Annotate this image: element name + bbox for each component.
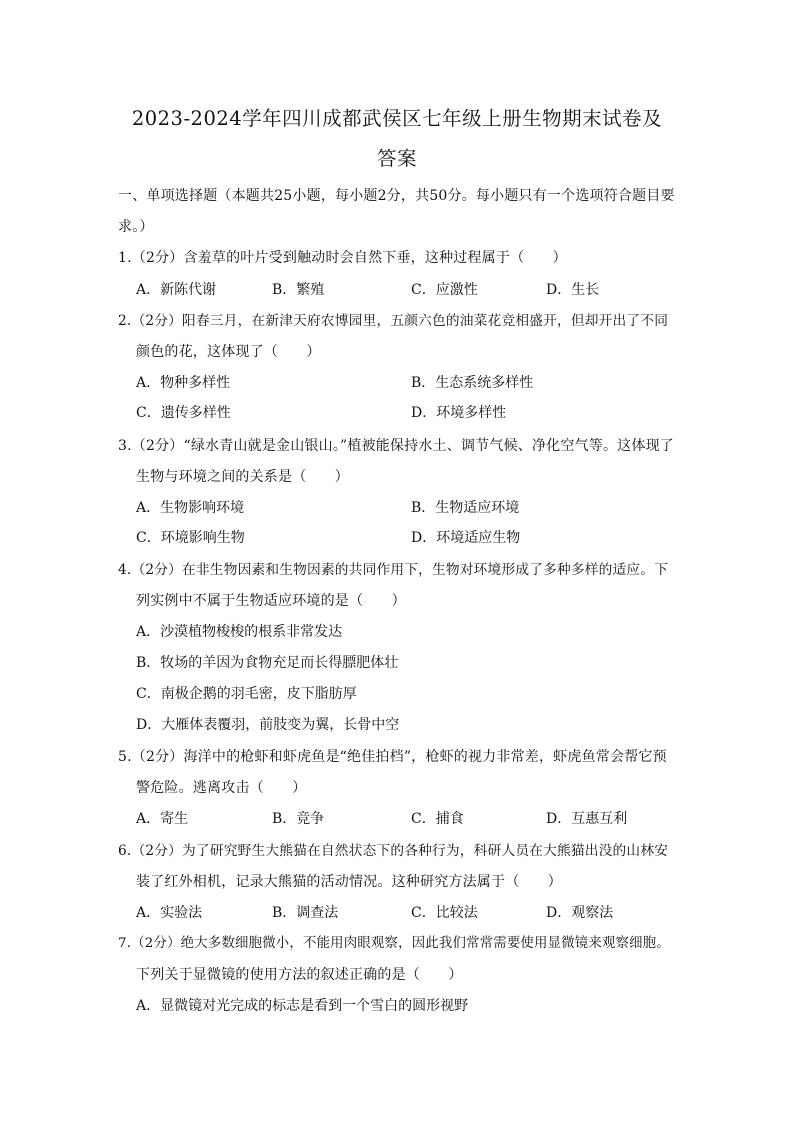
question-stem-continued: 生物与环境之间的关系是（ ） [136, 469, 349, 485]
question-stem: 1.（2分）含羞草的叶片受到触动时会自然下垂，这种过程属于（ ） [118, 250, 567, 266]
option-c: C．捕食 [411, 811, 464, 827]
question-stem-continued: 警危险。逃离攻击（ ） [136, 780, 307, 796]
question-stem: 6.（2分）为了研究野生大熊猫在自然状态下的各种行为，科研人员在大熊猫出没的山林安 [118, 843, 669, 859]
question-stem: 3.（2分）“绿水青山就是金山银山。”植被能保持水土、调节气候、净化空气等。这体现了 [118, 438, 674, 454]
section-heading-continued: 求。） [118, 219, 154, 235]
option-d: D．大雁体表覆羽，前肢变为翼，长骨中空 [136, 717, 400, 733]
question-stem-continued: 装了红外相机，记录大熊猫的活动情况。这种研究方法属于（ ） [136, 874, 562, 890]
option-a: A．物种多样性 [136, 375, 231, 391]
option-b: B．调查法 [272, 905, 339, 921]
option-c: C．南极企鹅的羽毛密，皮下脂肪厚 [136, 686, 357, 702]
question-stem-continued: 列实例中不属于生物适应环境的是（ ） [136, 593, 406, 609]
option-a: A．沙漠植物梭梭的根系非常发达 [136, 624, 343, 640]
option-a: A．显微镜对光完成的标志是看到一个雪白的圆形视野 [136, 998, 469, 1014]
option-c: C．应激性 [411, 282, 478, 298]
option-d: D．互惠互利 [546, 811, 628, 827]
question-stem-continued: 颜色的花，这体现了（ ） [136, 344, 321, 360]
option-b: B．生物适应环境 [411, 500, 520, 516]
option-d: D．环境多样性 [411, 405, 507, 421]
option-d: D．环境适应生物 [411, 530, 521, 546]
option-b: B．生态系统多样性 [411, 375, 534, 391]
option-c: C．比较法 [411, 905, 478, 921]
option-c: C．遗传多样性 [136, 405, 231, 421]
option-b: B．竞争 [272, 811, 325, 827]
section-heading: 一、单项选择题（本题共25小题，每小题2分，共50分。每小题只有一个选项符合题目要 [118, 188, 675, 204]
question-stem: 5.（2分）海洋中的枪虾和虾虎鱼是“绝佳拍档”，枪虾的视力非常差，虾虎鱼常会帮它预 [118, 749, 667, 765]
question-stem: 2.（2分）阳春三月，在新津天府农博园里，五颜六色的油菜花竞相盛开，但却开出了不同 [118, 313, 669, 329]
option-a: A．生物影响环境 [136, 500, 245, 516]
question-stem: 4.（2分）在非生物因素和生物因素的共同作用下，生物对环境形成了多种多样的适应。下 [118, 562, 669, 578]
option-b: B．牧场的羊因为食物充足而长得膘肥体壮 [136, 655, 399, 671]
question-stem: 7.（2分）绝大多数细胞微小，不能用肉眼观察，因此我们常常需要使用显微镜来观察细胞。 [118, 936, 670, 951]
option-b: B．繁殖 [272, 282, 325, 298]
option-a: A．实验法 [136, 905, 203, 921]
option-a: A．新陈代谢 [136, 282, 217, 298]
option-d: D．观察法 [546, 905, 614, 921]
document-title-line-2: 答案 [376, 147, 417, 170]
question-stem-continued: 下列关于显微镜的使用方法的叙述正确的是（ ） [136, 967, 463, 983]
option-c: C．环境影响生物 [136, 530, 245, 546]
option-d: D．生长 [546, 282, 600, 298]
option-a: A．寄生 [136, 811, 189, 827]
document-title-line-1: 2023-2024学年四川成都武侯区七年级上册生物期末试卷及 [131, 107, 663, 130]
